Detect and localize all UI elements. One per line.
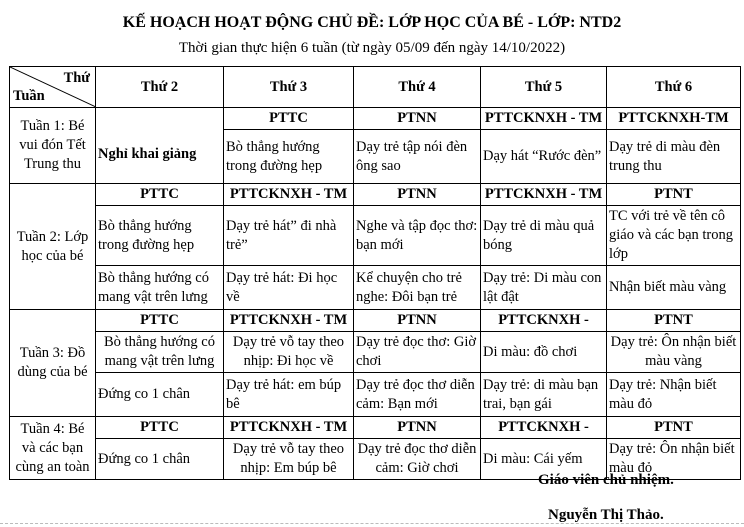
corner-week-label: Tuần bbox=[13, 88, 45, 104]
subject-cell: PTNN bbox=[354, 108, 481, 130]
subject-cell: PTNT bbox=[607, 417, 741, 439]
subject-cell: PTTC bbox=[96, 310, 224, 332]
activity-cell: Nghe và tập đọc thơ: bạn mới bbox=[354, 206, 481, 266]
activity-cell: Nghỉ khai giảng bbox=[96, 108, 224, 184]
activity-row bbox=[10, 206, 741, 266]
week-label: Tuần 1: Bé vui đón Tết Trung thu bbox=[10, 108, 96, 184]
day-header: Thứ 5 bbox=[481, 67, 607, 108]
activity-cell: Kể chuyện cho trẻ nghe: Đôi bạn trẻ bbox=[354, 266, 481, 310]
activity-cell: Dạy trẻ vỗ tay theo nhịp: Em búp bê bbox=[224, 439, 354, 480]
document-title: KẾ HOẠCH HOẠT ĐỘNG CHỦ ĐỀ: LỚP HỌC CỦA BÉ - LỚP: NTD2 bbox=[122, 14, 622, 31]
activity-cell: Di màu: đồ chơi bbox=[481, 332, 607, 373]
subject-cell: PTTCKNXH - bbox=[481, 417, 607, 439]
week-label: Tuần 4: Bé và các bạn cùng an toàn bbox=[10, 417, 96, 480]
activity-cell: Dạy trẻ hát” đi nhà trẻ” bbox=[224, 206, 354, 266]
day-header: Thứ 6 bbox=[607, 67, 741, 108]
activity-cell: Dạy trẻ vỗ tay theo nhịp: Đi học về bbox=[224, 332, 354, 373]
activity-cell: Dạy trẻ di màu quả bóng bbox=[481, 206, 607, 266]
day-header: Thứ 2 bbox=[96, 67, 224, 108]
subject-row bbox=[10, 108, 741, 130]
activity-row bbox=[10, 373, 741, 417]
subject-row bbox=[10, 417, 741, 439]
activity-cell: Dạy trẻ đọc thơ diễn cảm: Giờ chơi bbox=[354, 439, 481, 480]
activity-cell: Dạy trẻ di màu đèn trung thu bbox=[607, 130, 741, 184]
subject-cell: PTTC bbox=[96, 417, 224, 439]
activity-cell: Di màu: Cái yếm bbox=[481, 439, 607, 480]
activity-cell: Bò thẳng hướng trong đường hẹp bbox=[96, 206, 224, 266]
subject-cell: PTTCKNXH - TM bbox=[224, 184, 354, 206]
subject-cell: PTTC bbox=[224, 108, 354, 130]
activity-plan-table bbox=[9, 66, 741, 480]
subject-cell: PTTCKNXH - TM bbox=[224, 310, 354, 332]
activity-cell: Dạy trẻ: Di màu con lật đật bbox=[481, 266, 607, 310]
activity-cell: Dạy trẻ: Nhận biết màu đỏ bbox=[607, 373, 741, 417]
subject-cell: PTTC bbox=[96, 184, 224, 206]
activity-cell: Bò thẳng hướng trong đường hẹp bbox=[224, 130, 354, 184]
subject-cell: PTNT bbox=[607, 310, 741, 332]
activity-cell: Dạy trẻ hát: em búp bê bbox=[224, 373, 354, 417]
activity-cell: Nhận biết màu vàng bbox=[607, 266, 741, 310]
activity-cell: Dạy trẻ hát: Đi học về bbox=[224, 266, 354, 310]
activity-cell: Đứng co 1 chân bbox=[96, 373, 224, 417]
corner-day-label: Thứ bbox=[63, 70, 90, 86]
corner-cell bbox=[10, 67, 96, 108]
activity-cell: Dạy hát “Rước đèn” bbox=[481, 130, 607, 184]
day-header: Thứ 4 bbox=[354, 67, 481, 108]
subject-cell: PTNN bbox=[354, 417, 481, 439]
activity-cell: Dạy trẻ: di màu bạn trai, bạn gái bbox=[481, 373, 607, 417]
activity-cell: Dạy trẻ: Ôn nhận biết màu vàng bbox=[607, 332, 741, 373]
week-label: Tuần 2: Lớp học của bé bbox=[10, 184, 96, 310]
subject-cell: PTNN bbox=[354, 184, 481, 206]
activity-cell: TC với trẻ về tên cô giáo và các bạn trong lớp bbox=[607, 206, 741, 266]
subject-cell: PTTCKNXH - TM bbox=[224, 417, 354, 439]
activity-cell: Dạy trẻ tập nói đèn ông sao bbox=[354, 130, 481, 184]
subject-row bbox=[10, 310, 741, 332]
subject-row bbox=[10, 184, 741, 206]
subject-cell: PTTCKNXH-TM bbox=[607, 108, 741, 130]
day-header: Thứ 3 bbox=[224, 67, 354, 108]
week-label: Tuần 3: Đồ dùng của bé bbox=[10, 310, 96, 417]
activity-cell: Dạy trẻ đọc thơ diễn cảm: Bạn mới bbox=[354, 373, 481, 417]
page-break-divider bbox=[0, 523, 744, 524]
activity-cell: Dạy trẻ: Ôn nhận biết màu đỏ bbox=[607, 439, 741, 480]
signature-role: Giáo viên chủ nhiệm. bbox=[538, 472, 674, 488]
subject-cell: PTNT bbox=[607, 184, 741, 206]
signature-name: Nguyễn Thị Thảo. bbox=[548, 507, 664, 523]
activity-cell: Bò thẳng hướng có mang vật trên lưng bbox=[96, 266, 224, 310]
header-row bbox=[10, 67, 741, 108]
subject-cell: PTTCKNXH - TM bbox=[481, 108, 607, 130]
activity-row bbox=[10, 266, 741, 310]
subject-cell: PTTCKNXH - TM bbox=[481, 184, 607, 206]
subject-cell: PTTCKNXH - bbox=[481, 310, 607, 332]
activity-cell: Bò thẳng hướng có mang vật trên lưng bbox=[96, 332, 224, 373]
activity-row bbox=[10, 332, 741, 373]
activity-cell: Dạy trẻ đọc thơ: Giờ chơi bbox=[354, 332, 481, 373]
document-subtitle: Thời gian thực hiện 6 tuần (từ ngày 05/09 đến ngày 14/10/2022) bbox=[178, 40, 566, 56]
subject-cell: PTNN bbox=[354, 310, 481, 332]
activity-cell: Đứng co 1 chân bbox=[96, 439, 224, 480]
